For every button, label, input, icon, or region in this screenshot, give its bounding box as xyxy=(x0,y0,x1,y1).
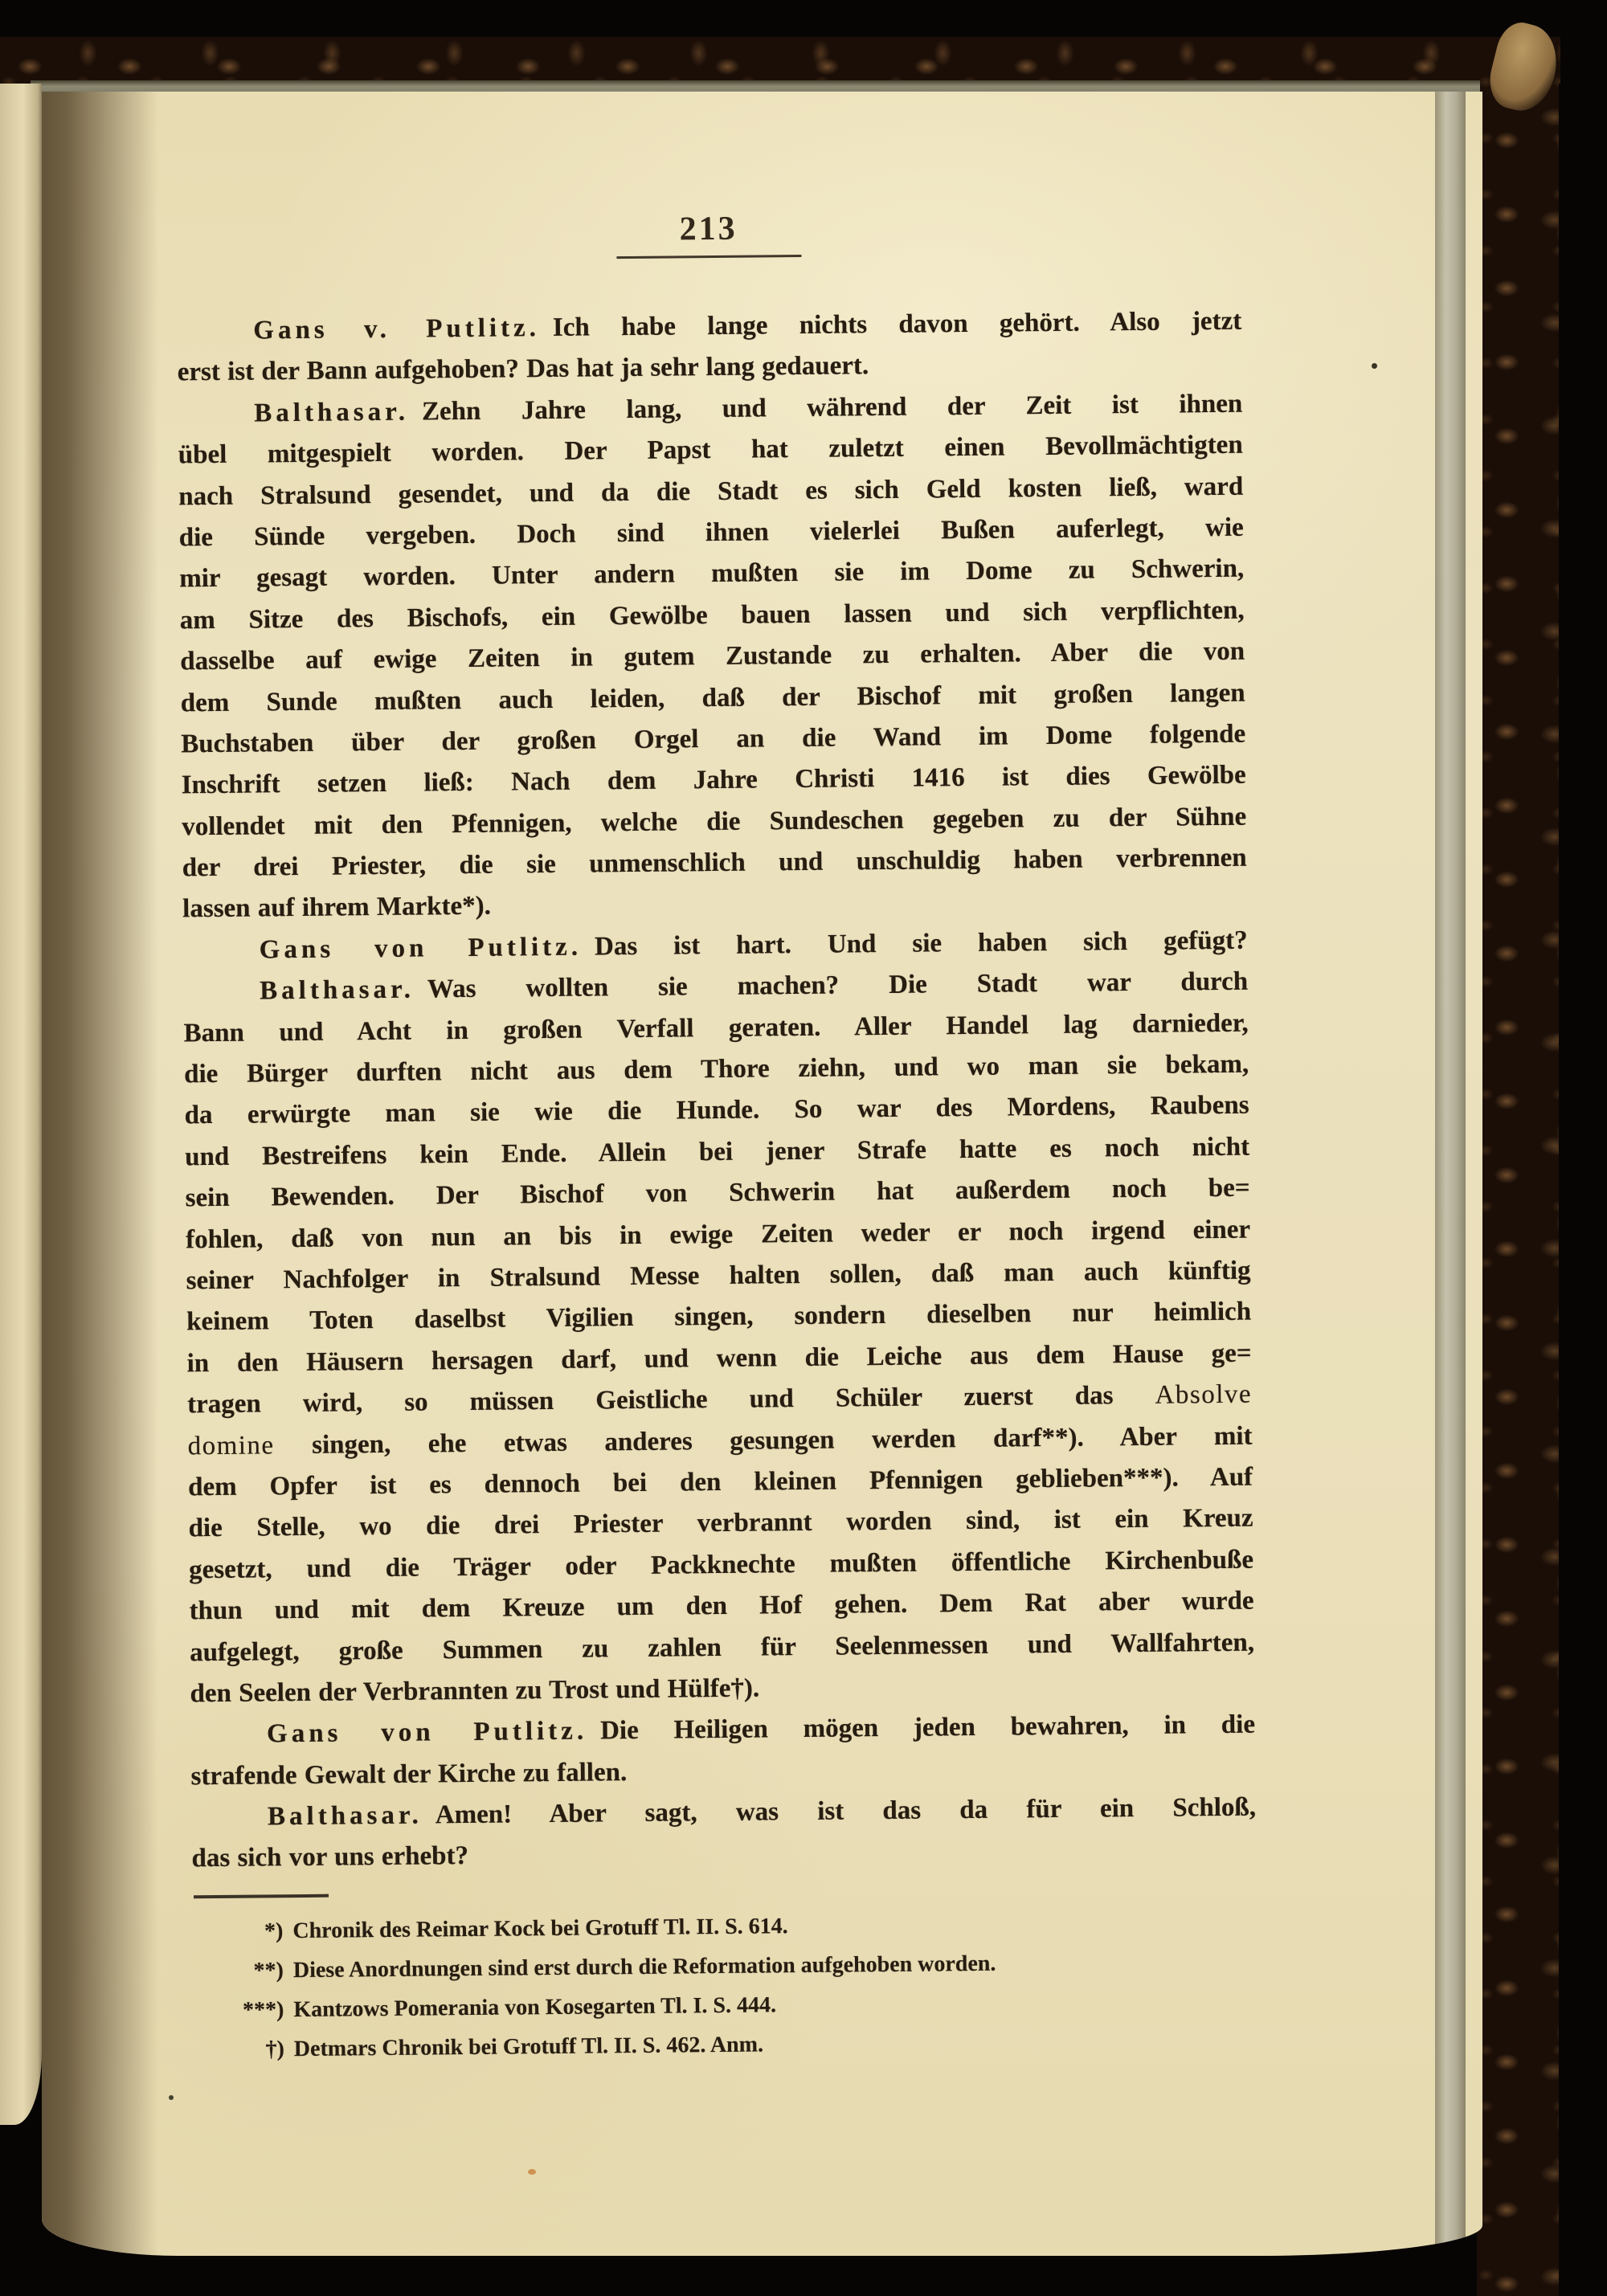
paper-speck xyxy=(169,2095,174,2100)
text-span: Ich habe lange nichts davon gehört. Also jetzt xyxy=(552,306,1242,342)
text-span: dem Sunde mußten auch leiden, daß der Bischof mit großen langen xyxy=(180,678,1245,717)
footnote-marker: **) xyxy=(253,1958,284,1983)
text-span: Zehn Jahre lang, und während der Zeit ist ihnen xyxy=(421,389,1243,427)
text-span: fohlen, daß von nun an bis in ewige Zeiten weder er noch irgend einer xyxy=(185,1215,1251,1254)
text-span: nach Stralsund gesendet, und da die Stadt es sich Geld kosten ließ, ward xyxy=(178,472,1244,511)
text-span: der drei Priester, die sie unmenschlich und unschuldig haben verbrennen xyxy=(182,843,1247,883)
book-page xyxy=(42,92,1482,2256)
antiqua-text: Absolve xyxy=(1155,1379,1253,1410)
text-span: Amen! Aber sagt, was ist das da für ein Schloß, xyxy=(435,1792,1257,1830)
speaker-text: Balthasar. xyxy=(260,974,415,1006)
text-span: da erwürgte man sie wie die Hunde. So war des Mordens, Raubens xyxy=(184,1091,1249,1130)
footnotes xyxy=(192,1902,1258,2070)
text-span: dem Opfer ist es dennoch bei den kleinen Pfennigen geblieben***). Auf xyxy=(187,1462,1253,1502)
text-span: gesetzt, und die Träger oder Packknechte mußten öffentliche Kirchenbuße xyxy=(188,1545,1254,1585)
text-span: die Stelle, wo die drei Priester verbrannt worden sind, ist ein Kreuz xyxy=(188,1503,1253,1543)
text-span: in den Häusern hersagen darf, und wenn die Leiche aus dem Hause ge= xyxy=(186,1338,1252,1379)
page-number-rule xyxy=(616,255,801,259)
footnote-text: Chronik des Reimar Kock bei Grotuff Tl. II. S. 614. xyxy=(292,1914,788,1944)
speaker-text: Balthasar. xyxy=(254,397,410,428)
footnote-text: Detmars Chronik bei Grotuff Tl. II. S. 462. Anm. xyxy=(293,2032,764,2062)
text-span: Bann und Acht in großen Verfall geraten. Aller Handel lag darnieder, xyxy=(183,1008,1249,1048)
page-header xyxy=(176,207,1241,264)
text-span: Die Heiligen mögen jeden bewahren, in die xyxy=(599,1710,1256,1746)
text-span: am Sitze des Bischofs, ein Gewölbe bauen lassen und sich verpflichten, xyxy=(179,595,1245,635)
text-span: und Bestreifens kein Ende. Allein bei jener Strafe hatte es noch nicht xyxy=(184,1132,1250,1172)
text-span: lassen auf ihrem Markte*). xyxy=(182,892,492,924)
page-stack-right-edge xyxy=(1435,92,1466,2256)
book-cover-top-edge xyxy=(0,37,1560,84)
footnote-text: Kantzows Pomerania von Kosegarten Tl. I. S. 444. xyxy=(293,1992,777,2023)
text-span: Inschrift setzen ließ: Nach dem Jahre Christi 1416 ist dies Gewölbe xyxy=(181,760,1246,800)
footnote-separator xyxy=(194,1894,329,1899)
footnote-text: Diese Anordnungen sind erst durch die Reformation aufgehoben worden. xyxy=(292,1951,996,1983)
text-span: übel mitgespielt worden. Der Papst hat zuletzt einen Bevollmächtigten xyxy=(178,430,1243,470)
text-span: das sich vor uns erhebt? xyxy=(191,1841,469,1873)
text-span: mir gesagt worden. Unter andern mußten sie im Dome zu Schwerin, xyxy=(179,554,1245,594)
text-span: Was wollten sie machen? Die Stadt war durch xyxy=(427,966,1249,1004)
text-span: tragen wird, so müssen Geistliche und Schüler zuerst das xyxy=(186,1380,1155,1420)
speaker-text: Gans v. Putlitz. xyxy=(253,313,541,345)
body-text xyxy=(177,301,1257,1880)
text-span: aufgelegt, große Summen zu zahlen für Seelenmessen und Wallfahrten, xyxy=(189,1628,1255,1667)
speaker-text: Gans von Putlitz. xyxy=(266,1716,588,1749)
text-span: die Bürger durften nicht aus dem Thore ziehn, und wo man sie bekam, xyxy=(184,1049,1249,1089)
text-span: Das ist hart. Und sie haben sich gefügt? xyxy=(594,925,1248,962)
printed-content xyxy=(176,207,1258,2073)
text-span: Buchstaben über der großen Orgel an die Wand im Dome folgende xyxy=(181,719,1246,759)
paper-speck xyxy=(1372,363,1377,369)
gutter-shadow xyxy=(42,92,170,2256)
antiqua-text: domine xyxy=(187,1430,275,1461)
text-span: sein Bewenden. Der Bischof von Schwerin hat außerdem noch be= xyxy=(185,1173,1250,1213)
text-span: den Seelen der Verbrannten zu Trost und Hülfe†). xyxy=(190,1673,760,1709)
paper-speck xyxy=(528,2169,536,2175)
footnote-marker: †) xyxy=(265,2037,284,2062)
text-span: singen, ehe etwas anderes gesungen werden darf**). Aber mit xyxy=(274,1421,1253,1460)
previous-page-sliver xyxy=(0,84,42,2125)
speaker-text: Gans von Putlitz. xyxy=(259,932,583,965)
page-number: 213 xyxy=(679,210,738,248)
text-span: erst ist der Bann aufgehoben? Das hat ja sehr lang gedauert. xyxy=(177,351,869,387)
text-span: keinem Toten daselbst Vigilien singen, sondern dieselben nur heimlich xyxy=(186,1297,1252,1337)
text-span: dasselbe auf ewige Zeiten in gutem Zustande zu erhalten. Aber die von xyxy=(180,636,1245,676)
text-span: seiner Nachfolger in Stralsund Messe halten sollen, daß man auch künftig xyxy=(186,1256,1251,1296)
text-span: vollendet mit den Pfennigen, welche die Sundeschen gegeben zu der Sühne xyxy=(182,802,1247,842)
text-span: die Sünde vergeben. Doch sind ihnen vielerlei Bußen auferlegt, wie xyxy=(178,513,1244,553)
text-span: strafende Gewalt der Kirche zu fallen. xyxy=(190,1757,628,1791)
speaker-text: Balthasar. xyxy=(267,1800,423,1832)
footnote-marker: ***) xyxy=(242,1997,284,2023)
book-cover-right-edge xyxy=(1477,37,1559,2296)
footnote-marker: *) xyxy=(264,1918,284,1944)
text-span: thun und mit dem Kreuze um den Hof gehen. Dem Rat aber wurde xyxy=(189,1586,1254,1626)
